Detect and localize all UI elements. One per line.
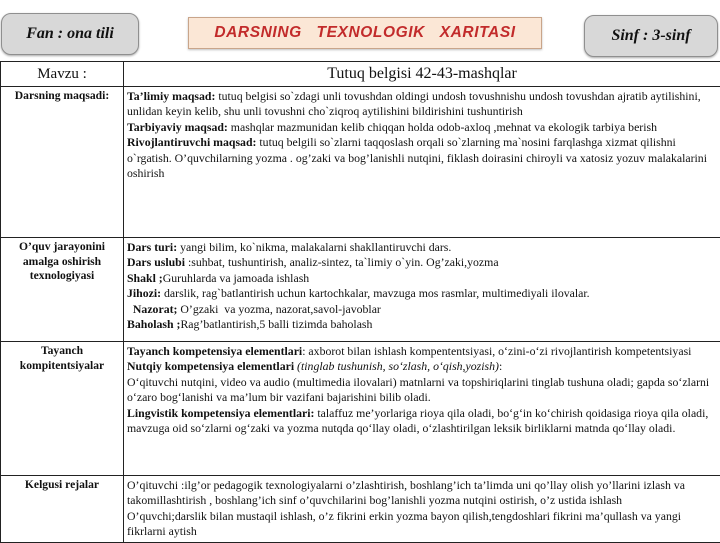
list-item: Ta’limiy maqsad: tutuq belgisi so`zdagi unli tovushdan oldingi undosh tovushnishu undosh tovushdan ajratib aytilishini, unlidan keyin kelib, shu unli tovushni cho`ziqroq aytilishini bildirishini tushuntirish (127, 89, 717, 120)
technology-cell (124, 238, 720, 342)
table-row-plans (1, 476, 720, 543)
list-item: Tayanch kompetensiya elementlari: axborot bilan ishlash kompententsiyasi, o‘zini-o‘zi rivojlantirish kompetentsiyasi (127, 344, 717, 359)
grade-label: Sinf : 3-sinf (584, 15, 718, 57)
list-item: Lingvistik kompetensiya elementlari: talaffuz me’yorlariga rioya qila oladi, bo‘g‘in ko‘chirish qoidasiga rioya qila oladi, mavzuga oid so‘zlarni og‘zaki va yozma nutqda qo‘llay oladi, o‘zlashtirilgan leksik birliklarni matnda qo‘llay oladi. (127, 406, 717, 437)
page-title: DARSNING TEXNOLOGIK XARITASI (188, 17, 542, 49)
list-item: Shakl ;Guruhlarda va jamoada ishlash (127, 271, 717, 286)
technology-label: O’quv jarayonini amalga oshirish texnologiyasi (1, 238, 124, 342)
list-item: Rivojlantiruvchi maqsad: tutuq belgili so`zlarni taqqoslash orqali so`zlarning ma`nosini farqlashga xizmat qilishni o`rgatish. O’quvchilarning yozma . og’zaki va bog’lanishli nutqini, fiklash doirasini chiroyli va xatosiz yozuv malakalarini oshirish (127, 135, 717, 181)
list-item: Baholash ;Rag’batlantirish,5 balli tizimda baholash (127, 317, 717, 332)
plans-cell (124, 476, 720, 543)
competencies-label: Tayanch kompitentsiyalar (1, 342, 124, 476)
list-item: Nazorat; O’gzaki va yozma, nazorat,savol-javoblar (127, 302, 717, 317)
list-item: Tarbiyaviy maqsad: mashqlar mazmunidan kelib chiqqan holda odob-axloq ,mehnat va ekologik tarbiya berish (127, 120, 717, 135)
table-row-competencies (1, 342, 720, 476)
list-item: Nutqiy kompetensiya elementlari (tinglab tushunish, so‘zlash, o‘qish,yozish): (127, 359, 717, 374)
subject-label: Fan : ona tili (1, 13, 139, 55)
table-row-technology (1, 238, 720, 342)
list-item: Jihozi: darslik, rag`batlantirish uchun kartochkalar, mavzuga mos rasmlar, multimediyali ilovalar. (127, 286, 717, 301)
competencies-cell (124, 342, 720, 476)
plans-label: Kelgusi rejalar (1, 476, 124, 543)
topic-value: Tutuq belgisi 42-43-mashqlar (124, 62, 720, 87)
goals-label: Darsning maqsadi: (1, 87, 124, 238)
topic-label: Mavzu : (1, 62, 124, 87)
table-row-goals (1, 87, 720, 238)
list-item: O‘qituvchi nutqini, video va audio (multimedia ilovalari) matnlarni va topshiriqlarini tinglab tushuna oladi; gapda so‘zlarni o‘zaro bog‘lanishi va ma’lum bir vazifani bajarishini bilib oladi. (127, 375, 717, 406)
table-row-topic (1, 62, 720, 87)
list-item: O’qituvchi :ilg’or pedagogik texnologiyalarni o’zlashtirish, boshlang’ich ta’limda uni qo’llay olish yo’llarini izlash va takomillashtirish , boshlang’ich sinf o’quvchilarini bog’lanishli yozma nutqini ostirish, o’z ustida ishlash (127, 478, 717, 509)
list-item: Dars uslubi :suhbat, tushuntirish, analiz-sintez, ta`limiy o`yin. Og’zaki,yozma (127, 255, 717, 270)
lesson-map-table (0, 61, 720, 543)
list-item: Dars turi: yangi bilim, ko`nikma, malakalarni shakllantiruvchi dars. (127, 240, 717, 255)
list-item: O’quvchi;darslik bilan mustaqil ishlash, o’z fikrini erkin yozma bayon qilish,tengdoshlari fikrini ma’qullash va yangi fikrlarni aytish (127, 509, 717, 540)
goals-cell (124, 87, 720, 238)
